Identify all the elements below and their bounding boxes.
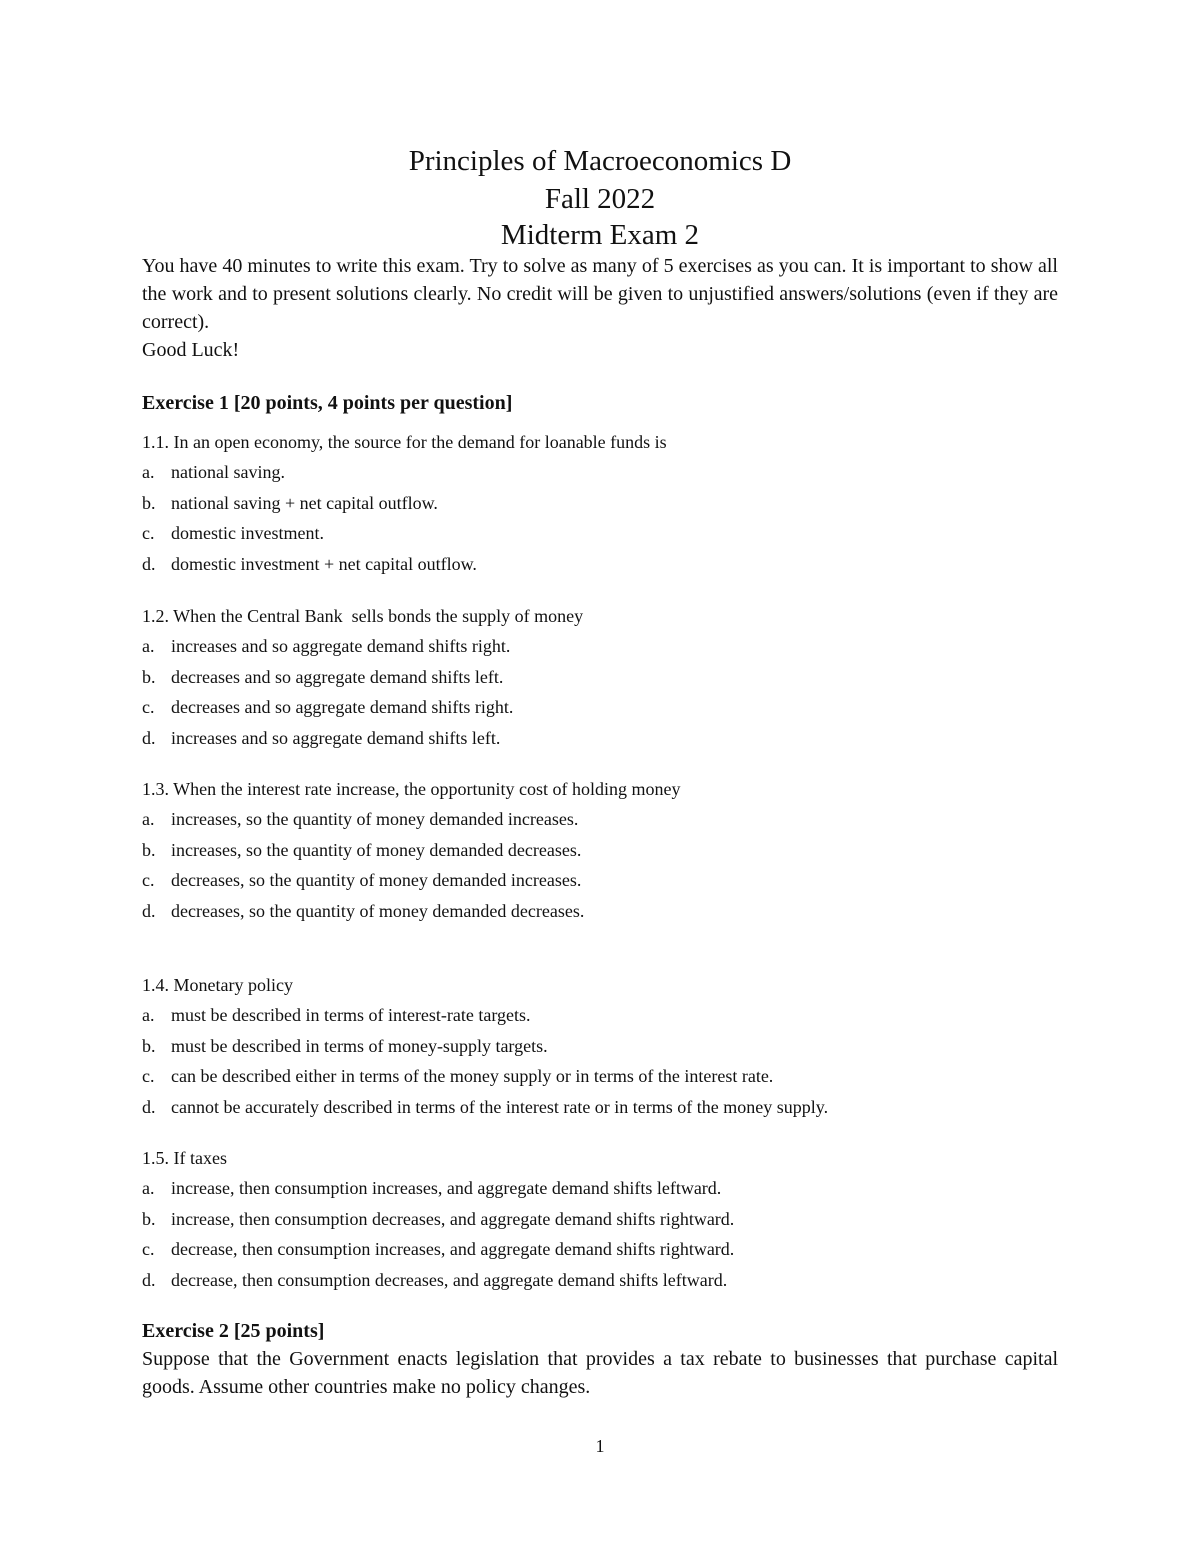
option-text: must be described in terms of interest-rate targets. bbox=[171, 1005, 531, 1025]
answer-option-a bbox=[142, 807, 1082, 838]
option-text: decreases, so the quantity of money demanded decreases. bbox=[171, 900, 585, 921]
answer-option-a bbox=[142, 460, 1082, 491]
option-letter: c. bbox=[142, 1239, 155, 1259]
option-text: must be described in terms of money-supply targets. bbox=[171, 1035, 548, 1056]
option-text: national saving. bbox=[171, 462, 285, 482]
answer-option-b bbox=[142, 665, 1082, 696]
answer-option-d bbox=[142, 1268, 1082, 1299]
question-text: 1.4. Monetary policy bbox=[142, 975, 293, 995]
answer-option-d bbox=[142, 552, 1082, 583]
option-letter: d. bbox=[142, 1096, 156, 1117]
option-letter: a. bbox=[142, 462, 155, 482]
option-text: can be described either in terms of the money supply or in terms of the interest rate. bbox=[171, 1066, 774, 1086]
answer-option-c bbox=[142, 1064, 1082, 1095]
question-1-4 bbox=[142, 973, 1082, 1125]
option-letter: b. bbox=[142, 492, 156, 513]
answer-option-c bbox=[142, 868, 1082, 899]
instructions bbox=[142, 252, 1058, 364]
answer-option-d bbox=[142, 899, 1082, 930]
exercise-2-heading: Exercise 2 [25 points] bbox=[142, 1320, 325, 1342]
exercise-2-text: Suppose that the Government enacts legislation that provides a tax rebate to businesses that purchase capital goods. Assume other countries make no policy changes. bbox=[142, 1348, 1058, 1398]
course-title: Principles of Macroeconomics D bbox=[408, 145, 792, 177]
answer-option-c bbox=[142, 1237, 1082, 1268]
question-text: 1.2. When the Central Bank sells bonds the supply of money bbox=[142, 606, 584, 626]
answer-option-d bbox=[142, 1095, 1082, 1126]
option-text: domestic investment. bbox=[171, 523, 324, 543]
option-letter: d. bbox=[142, 1269, 156, 1290]
option-letter: a. bbox=[142, 1005, 155, 1025]
option-text: domestic investment + net capital outflow. bbox=[171, 553, 477, 574]
question-text: 1.5. If taxes bbox=[142, 1148, 227, 1168]
instructions-text: You have 40 minutes to write this exam. Try to solve as many of 5 exercises as you can. It is important to show all the work and to present solutions clearly. No credit will be given to unjustified answers/solutions (even if they are correct). bbox=[142, 255, 1058, 333]
option-letter: d. bbox=[142, 727, 156, 748]
option-text: decrease, then consumption decreases, and aggregate demand shifts leftward. bbox=[171, 1269, 728, 1290]
answer-option-a bbox=[142, 1003, 1082, 1034]
answer-option-c bbox=[142, 695, 1082, 726]
term-title: Fall 2022 bbox=[544, 183, 656, 215]
page-number: 1 bbox=[595, 1436, 605, 1456]
option-text: cannot be accurately described in terms of the interest rate or in terms of the money supply. bbox=[171, 1096, 829, 1117]
question-1-1 bbox=[142, 430, 1082, 582]
option-letter: b. bbox=[142, 1035, 156, 1056]
option-text: increase, then consumption decreases, and aggregate demand shifts rightward. bbox=[171, 1208, 735, 1229]
option-text: national saving + net capital outflow. bbox=[171, 492, 438, 513]
answer-option-b bbox=[142, 838, 1082, 869]
exam-title: Midterm Exam 2 bbox=[500, 219, 700, 251]
option-letter: b. bbox=[142, 666, 156, 687]
option-letter: c. bbox=[142, 870, 155, 890]
question-1-5 bbox=[142, 1146, 1082, 1298]
option-letter: d. bbox=[142, 553, 156, 574]
option-letter: a. bbox=[142, 809, 155, 829]
option-text: increases and so aggregate demand shifts left. bbox=[171, 727, 501, 748]
option-text: increase, then consumption increases, and aggregate demand shifts leftward. bbox=[171, 1178, 722, 1198]
option-text: decreases and so aggregate demand shifts right. bbox=[171, 697, 514, 717]
option-letter: a. bbox=[142, 636, 155, 656]
option-text: increases, so the quantity of money demanded increases. bbox=[171, 809, 579, 829]
answer-option-c bbox=[142, 521, 1082, 552]
answer-option-a bbox=[142, 634, 1082, 665]
question-text: 1.3. When the interest rate increase, the opportunity cost of holding money bbox=[142, 779, 681, 799]
option-text: increases and so aggregate demand shifts right. bbox=[171, 636, 511, 656]
option-letter: c. bbox=[142, 697, 155, 717]
option-letter: b. bbox=[142, 1208, 156, 1229]
good-luck-text: Good Luck! bbox=[142, 339, 240, 361]
question-text: 1.1. In an open economy, the source for the demand for loanable funds is bbox=[142, 432, 667, 452]
exercise-1-heading: Exercise 1 [20 points, 4 points per question] bbox=[142, 392, 513, 414]
question-1-2 bbox=[142, 604, 1082, 756]
answer-option-b bbox=[142, 491, 1082, 522]
answer-option-b bbox=[142, 1034, 1082, 1065]
question-1-3 bbox=[142, 777, 1082, 929]
option-letter: b. bbox=[142, 839, 156, 860]
option-letter: c. bbox=[142, 523, 155, 543]
answer-option-b bbox=[142, 1207, 1082, 1238]
option-letter: a. bbox=[142, 1178, 155, 1198]
option-letter: c. bbox=[142, 1066, 155, 1086]
option-text: increases, so the quantity of money demanded decreases. bbox=[171, 839, 582, 860]
answer-option-a bbox=[142, 1176, 1082, 1207]
option-text: decrease, then consumption increases, and aggregate demand shifts rightward. bbox=[171, 1239, 735, 1259]
option-letter: d. bbox=[142, 900, 156, 921]
option-text: decreases, so the quantity of money demanded increases. bbox=[171, 870, 582, 890]
answer-option-d bbox=[142, 726, 1082, 757]
option-text: decreases and so aggregate demand shifts left. bbox=[171, 666, 504, 687]
